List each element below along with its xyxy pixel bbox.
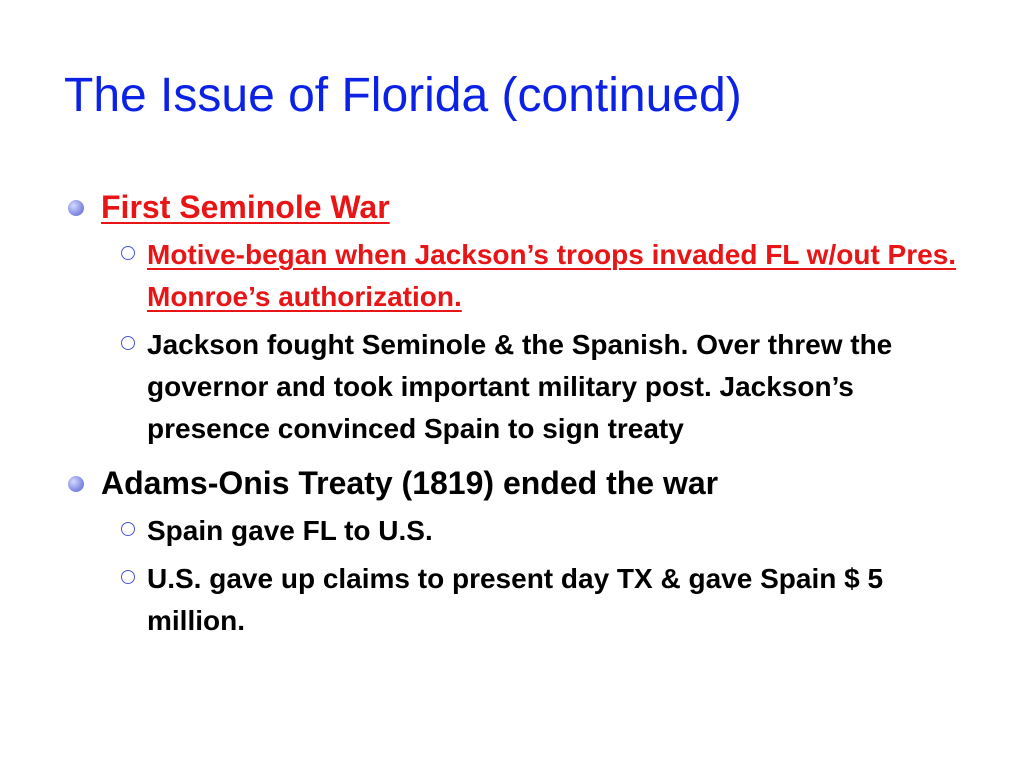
sub-bullet-text: Jackson fought Seminole & the Spanish. Over threw the governor and took important military post. Jackson’s presence convinced Spain to sign treaty	[147, 329, 893, 444]
bullet-list	[66, 188, 966, 642]
bullet-text: First Seminole War	[101, 189, 390, 225]
sub-bullet-text: Motive-began when Jackson’s troops invaded FL w/out Pres. Monroe’s authorization.	[147, 239, 957, 312]
bullet-ring-icon	[121, 570, 135, 584]
bullet-ring-icon	[121, 522, 135, 536]
slide-title: The Issue of Florida (continued)	[64, 69, 742, 122]
bullet-dot-icon	[68, 476, 84, 492]
bullet-text: Adams-Onis Treaty (1819) ended the war	[101, 465, 719, 501]
bullet-ring-icon	[121, 246, 135, 260]
bullet-first-seminole-war	[66, 188, 966, 226]
sub-bullet-spain-gave-fl	[121, 510, 966, 552]
sub-bullet-text: U.S. gave up claims to present day TX & gave Spain $ 5 million.	[147, 563, 884, 636]
bullet-dot-icon	[68, 200, 84, 216]
sub-bullet-jackson-fought	[121, 324, 966, 450]
bullet-ring-icon	[121, 336, 135, 350]
sub-bullet-motive	[121, 234, 966, 318]
sub-bullet-list	[121, 234, 966, 450]
sub-bullet-us-gave-up-claims	[121, 558, 966, 642]
sub-bullet-text: Spain gave FL to U.S.	[147, 515, 433, 546]
sub-bullet-list	[121, 510, 966, 642]
bullet-adams-onis-treaty	[66, 464, 966, 502]
